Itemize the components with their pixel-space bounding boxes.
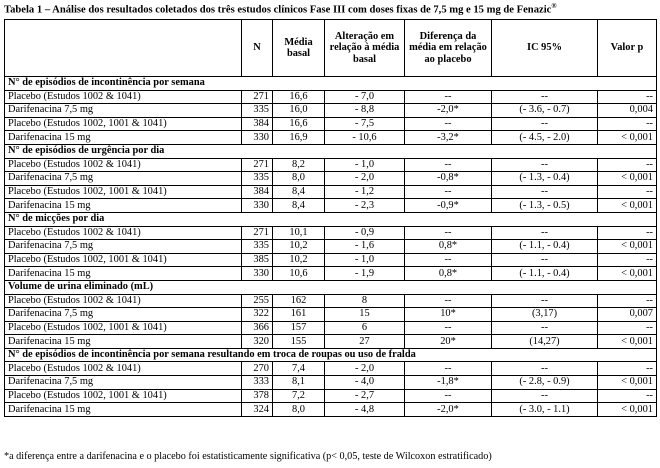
cell-media-basal: 8,0 [273, 403, 325, 417]
cell-valor-p: < 0,001 [598, 267, 657, 281]
cell-valor-p: -- [598, 389, 657, 403]
cell-valor-p: 0,004 [598, 104, 657, 118]
cell-valor-p: < 0,001 [598, 335, 657, 349]
cell-valor-p: -- [598, 226, 657, 240]
table-row [5, 335, 657, 349]
cell-diferenca: -- [405, 90, 492, 104]
cell-valor-p: -- [598, 158, 657, 172]
cell-diferenca: -- [405, 294, 492, 308]
cell-ic95: -- [492, 226, 598, 240]
cell-media-basal: 7,4 [273, 362, 325, 376]
cell-diferenca: -- [405, 226, 492, 240]
table-row [5, 104, 657, 118]
cell-alteracao: - 8,8 [325, 104, 405, 118]
cell-label: Darifenacina 7,5 mg [5, 308, 242, 322]
cell-valor-p: -- [598, 253, 657, 267]
table-row [5, 321, 657, 335]
cell-diferenca: -- [405, 158, 492, 172]
cell-diferenca: -- [405, 253, 492, 267]
cell-label: Placebo (Estudos 1002, 1001 & 1041) [5, 253, 242, 267]
cell-ic95: (- 1.1, - 0.4) [492, 240, 598, 254]
cell-alteracao: 6 [325, 321, 405, 335]
cell-label: Placebo (Estudos 1002 & 1041) [5, 226, 242, 240]
cell-label: Darifenacina 15 mg [5, 131, 242, 145]
cell-ic95: (3,17) [492, 308, 598, 322]
cell-alteracao: 15 [325, 308, 405, 322]
cell-diferenca: 0,8* [405, 240, 492, 254]
table-row [5, 90, 657, 104]
cell-n: 366 [242, 321, 273, 335]
cell-media-basal: 10,1 [273, 226, 325, 240]
section-title: N° de episódios de incontinência por semana [5, 77, 657, 91]
cell-media-basal: 7,2 [273, 389, 325, 403]
cell-n: 335 [242, 104, 273, 118]
cell-label: Darifenacina 15 mg [5, 267, 242, 281]
cell-label: Darifenacina 7,5 mg [5, 172, 242, 186]
table-row [5, 226, 657, 240]
cell-media-basal: 10,6 [273, 267, 325, 281]
cell-ic95: (- 3.6, - 0.7) [492, 104, 598, 118]
cell-label: Darifenacina 7,5 mg [5, 104, 242, 118]
table-row [5, 253, 657, 267]
cell-n: 324 [242, 403, 273, 417]
cell-media-basal: 8,0 [273, 172, 325, 186]
cell-ic95: -- [492, 294, 598, 308]
table-row [5, 308, 657, 322]
cell-media-basal: 8,1 [273, 376, 325, 390]
table-row [5, 267, 657, 281]
caption-registered-mark: ® [551, 2, 557, 10]
cell-media-basal: 161 [273, 308, 325, 322]
cell-diferenca: -- [405, 389, 492, 403]
header-label [5, 20, 242, 77]
section-title: N° de episódios de urgência por dia [5, 144, 657, 158]
table-row [5, 172, 657, 186]
table-row [5, 199, 657, 213]
cell-ic95: (- 3.0, - 1.1) [492, 403, 598, 417]
section-header-row [5, 348, 657, 362]
table-body [5, 77, 657, 417]
cell-ic95: -- [492, 90, 598, 104]
cell-ic95: (- 1.3, - 0.4) [492, 172, 598, 186]
cell-n: 335 [242, 240, 273, 254]
cell-diferenca: -0,8* [405, 172, 492, 186]
table-row [5, 131, 657, 145]
cell-diferenca: -1,8* [405, 376, 492, 390]
header-diferenca: Diferença da média em relação ao placebo [405, 20, 492, 77]
cell-valor-p: < 0,001 [598, 172, 657, 186]
section-title: N° de episódios de incontinência por semana resultando em troca de roupas ou uso de fralda [5, 348, 657, 362]
cell-label: Darifenacina 15 mg [5, 199, 242, 213]
header-ic95: IC 95% [492, 20, 598, 77]
cell-label: Placebo (Estudos 1002, 1001 & 1041) [5, 389, 242, 403]
cell-ic95: -- [492, 362, 598, 376]
cell-alteracao: - 0,9 [325, 226, 405, 240]
cell-label: Darifenacina 15 mg [5, 403, 242, 417]
cell-label: Darifenacina 7,5 mg [5, 376, 242, 390]
cell-alteracao: - 2,0 [325, 172, 405, 186]
table-row [5, 117, 657, 131]
section-header-row [5, 280, 657, 294]
header-media-basal: Média basal [273, 20, 325, 77]
cell-valor-p: < 0,001 [598, 240, 657, 254]
cell-n: 322 [242, 308, 273, 322]
table-row [5, 185, 657, 199]
table-row [5, 403, 657, 417]
cell-media-basal: 16,9 [273, 131, 325, 145]
cell-n: 378 [242, 389, 273, 403]
cell-ic95: (- 2.8, - 0.9) [492, 376, 598, 390]
table-row [5, 240, 657, 254]
cell-alteracao: - 1,0 [325, 158, 405, 172]
cell-n: 384 [242, 185, 273, 199]
cell-diferenca: -2,0* [405, 403, 492, 417]
cell-label: Placebo (Estudos 1002 & 1041) [5, 158, 242, 172]
cell-label: Placebo (Estudos 1002 & 1041) [5, 294, 242, 308]
cell-media-basal: 8,4 [273, 185, 325, 199]
cell-ic95: (- 1.1, - 0.4) [492, 267, 598, 281]
cell-media-basal: 10,2 [273, 253, 325, 267]
cell-label: Darifenacina 15 mg [5, 335, 242, 349]
cell-ic95: (- 1.3, - 0.5) [492, 199, 598, 213]
cell-alteracao: - 1,9 [325, 267, 405, 281]
cell-media-basal: 16,0 [273, 104, 325, 118]
cell-alteracao: - 10,6 [325, 131, 405, 145]
cell-ic95: -- [492, 389, 598, 403]
cell-alteracao: - 1,2 [325, 185, 405, 199]
cell-alteracao: - 7,5 [325, 117, 405, 131]
table-row [5, 362, 657, 376]
table-row [5, 294, 657, 308]
cell-valor-p: < 0,001 [598, 199, 657, 213]
cell-diferenca: 0,8* [405, 267, 492, 281]
cell-alteracao: - 4,8 [325, 403, 405, 417]
cell-media-basal: 16,6 [273, 90, 325, 104]
results-table [4, 19, 657, 417]
table-row [5, 389, 657, 403]
cell-media-basal: 8,2 [273, 158, 325, 172]
cell-n: 384 [242, 117, 273, 131]
cell-diferenca: 10* [405, 308, 492, 322]
section-header-row [5, 77, 657, 91]
cell-valor-p: < 0,001 [598, 403, 657, 417]
header-alteracao: Alteração em relação à média basal [325, 20, 405, 77]
section-title: Volume de urina eliminado (mL) [5, 280, 657, 294]
cell-label: Placebo (Estudos 1002 & 1041) [5, 362, 242, 376]
cell-n: 335 [242, 172, 273, 186]
cell-label: Darifenacina 7,5 mg [5, 240, 242, 254]
cell-ic95: -- [492, 158, 598, 172]
cell-alteracao: - 7,0 [325, 90, 405, 104]
section-header-row [5, 144, 657, 158]
cell-n: 385 [242, 253, 273, 267]
cell-alteracao: 27 [325, 335, 405, 349]
footnote: *a diferença entre a darifenacina e o placebo foi estatisticamente significativa (p< 0,05, teste de Wilcoxon estratificado) [4, 451, 492, 462]
cell-n: 271 [242, 90, 273, 104]
cell-label: Placebo (Estudos 1002, 1001 & 1041) [5, 185, 242, 199]
cell-media-basal: 162 [273, 294, 325, 308]
header-valor-p: Valor p [598, 20, 657, 77]
cell-diferenca: -- [405, 117, 492, 131]
cell-diferenca: 20* [405, 335, 492, 349]
cell-diferenca: -- [405, 362, 492, 376]
cell-media-basal: 157 [273, 321, 325, 335]
table-caption [4, 2, 557, 16]
cell-valor-p: -- [598, 185, 657, 199]
cell-alteracao: - 1,6 [325, 240, 405, 254]
cell-valor-p: -- [598, 90, 657, 104]
cell-ic95: -- [492, 117, 598, 131]
caption-text: Tabela 1 – Análise dos resultados coletados dos três estudos clínicos Fase III com doses fixas de 7,5 mg e 15 mg de Fenazic [4, 4, 552, 16]
section-title: N° de micções por dia [5, 212, 657, 226]
cell-alteracao: - 2,3 [325, 199, 405, 213]
cell-valor-p: < 0,001 [598, 131, 657, 145]
cell-n: 271 [242, 226, 273, 240]
cell-diferenca: -2,0* [405, 104, 492, 118]
cell-n: 333 [242, 376, 273, 390]
cell-diferenca: -- [405, 185, 492, 199]
cell-n: 330 [242, 131, 273, 145]
cell-ic95: -- [492, 253, 598, 267]
cell-label: Placebo (Estudos 1002 & 1041) [5, 90, 242, 104]
cell-diferenca: -3,2* [405, 131, 492, 145]
cell-valor-p: -- [598, 362, 657, 376]
table-row [5, 376, 657, 390]
cell-valor-p: -- [598, 294, 657, 308]
cell-ic95: -- [492, 321, 598, 335]
cell-label: Placebo (Estudos 1002, 1001 & 1041) [5, 321, 242, 335]
cell-n: 271 [242, 158, 273, 172]
cell-valor-p: < 0,001 [598, 376, 657, 390]
cell-alteracao: - 2,0 [325, 362, 405, 376]
cell-valor-p: -- [598, 117, 657, 131]
header-n: N [242, 20, 273, 77]
cell-ic95: (- 4.5, - 2.0) [492, 131, 598, 145]
cell-alteracao: - 2,7 [325, 389, 405, 403]
cell-ic95: (14,27) [492, 335, 598, 349]
cell-n: 320 [242, 335, 273, 349]
cell-diferenca: -0,9* [405, 199, 492, 213]
cell-alteracao: - 4,0 [325, 376, 405, 390]
cell-alteracao: 8 [325, 294, 405, 308]
cell-valor-p: 0,007 [598, 308, 657, 322]
section-header-row [5, 212, 657, 226]
cell-ic95: -- [492, 185, 598, 199]
cell-label: Placebo (Estudos 1002, 1001 & 1041) [5, 117, 242, 131]
table-row [5, 158, 657, 172]
cell-n: 255 [242, 294, 273, 308]
cell-alteracao: - 1,0 [325, 253, 405, 267]
cell-n: 330 [242, 199, 273, 213]
cell-media-basal: 8,4 [273, 199, 325, 213]
cell-media-basal: 10,2 [273, 240, 325, 254]
cell-n: 330 [242, 267, 273, 281]
cell-media-basal: 16,6 [273, 117, 325, 131]
cell-n: 270 [242, 362, 273, 376]
cell-media-basal: 155 [273, 335, 325, 349]
header-row [5, 20, 657, 77]
cell-valor-p: -- [598, 321, 657, 335]
cell-diferenca: -- [405, 321, 492, 335]
